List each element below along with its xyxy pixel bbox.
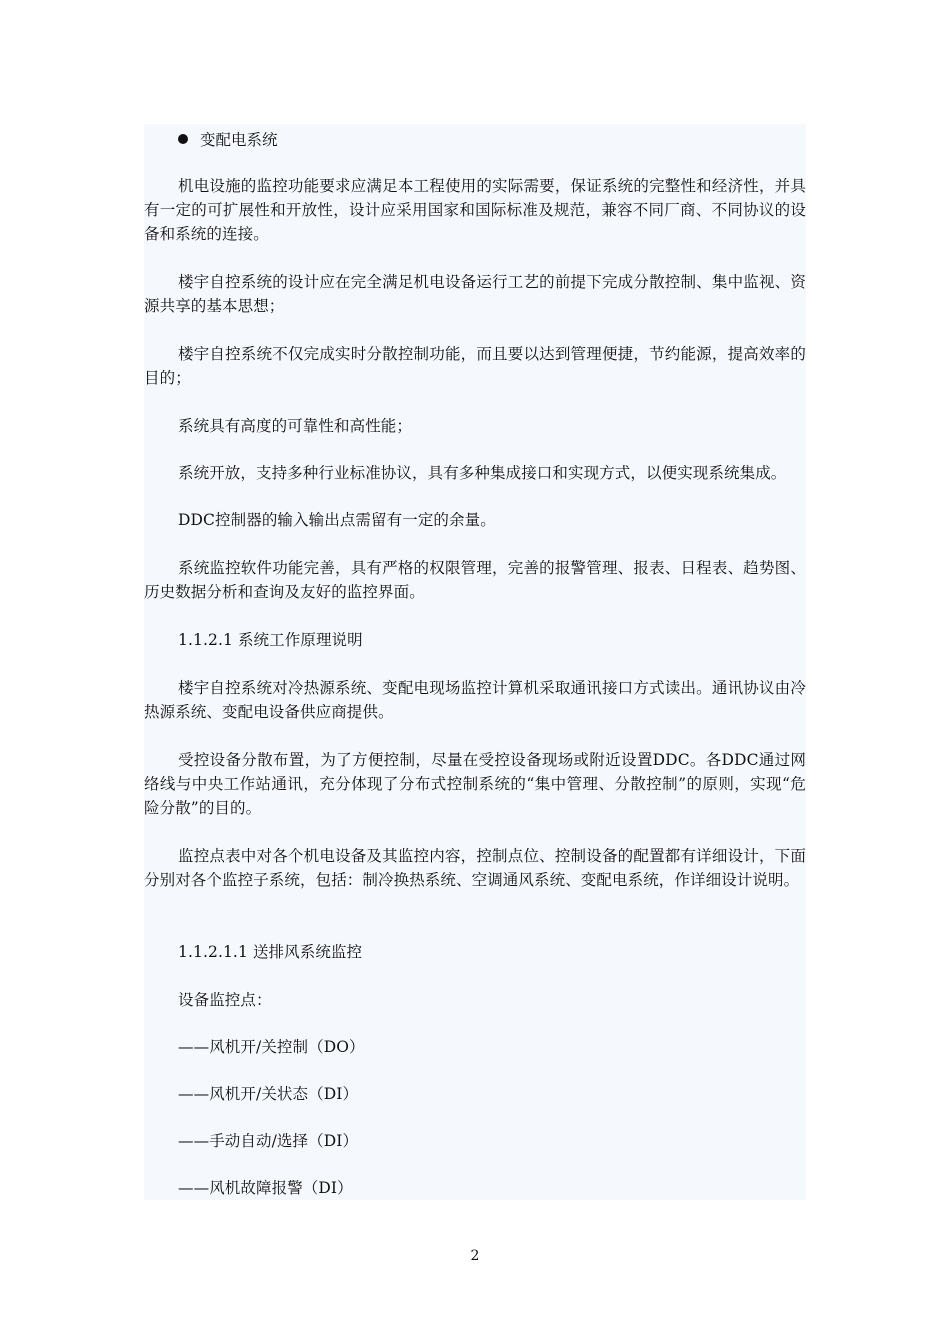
list-item-fan-status: ——风机开/关状态（DI） [178,1085,359,1103]
paragraph-reliability: 系统具有高度的可靠性和高性能； [178,417,413,435]
list-item-fan-control: ——风机开/关控制（DO） [178,1038,365,1056]
paragraph-distributed-control: 受控设备分散布置，为了方便控制，尽量在受控设备现场或附近设置DDC。各DDC通过网络线与中央工作站通讯，充分体现了分布式控制系统的“集中管理、分散控制”的原则，实现“危险分散”的目的。 [144,751,806,817]
list-item-fan-fault: ——风机故障报警（DI） [178,1179,353,1197]
section-heading-text: 变配电系统 [200,131,278,149]
list-item-manual-auto: ——手动自动/选择（DI） [178,1132,359,1150]
paragraph-ddc-margin: DDC控制器的输入输出点需留有一定的余量。 [178,511,496,529]
paragraph-openness: 系统开放，支持多种行业标准协议，具有多种集成接口和实现方式，以便实现系统集成。 [178,464,787,482]
paragraph-monitoring-table: 监控点表中对各个机电设备及其监控内容，控制点位、控制设备的配置都有详细设计，下面分别对各个监控子系统，包括：制冷换热系统、空调通风系统、变配电系统，作详细设计说明。 [144,847,806,889]
paragraph-software: 系统监控软件功能完善，具有严格的权限管理，完善的报警管理、报表、日程表、趋势图、历史数据分析和查询及友好的监控界面。 [144,559,806,601]
paragraph-design-principle: 楼宇自控系统的设计应在完全满足机电设备运行工艺的前提下完成分散控制、集中监视、资源共享的基本思想； [144,273,806,315]
paragraph-monitoring-points: 设备监控点： [178,991,272,1009]
paragraph-communication: 楼宇自控系统对冷热源系统、变配电现场监控计算机采取通讯接口方式读出。通讯协议由冷热源系统、变配电设备供应商提供。 [144,679,806,721]
paragraph-efficiency: 楼宇自控系统不仅完成实时分散控制功能，而且要以达到管理便捷，节约能源，提高效率的目的； [144,345,806,387]
document-body [144,124,806,1200]
section-heading [178,128,278,152]
subsection-heading-ventilation: 1.1.2.1.1 送排风系统监控 [178,943,363,961]
paragraph-requirements: 机电设施的监控功能要求应满足本工程使用的实际需要，保证系统的完整性和经济性，并具有一定的可扩展性和开放性，设计应采用国家和国际标准及规范，兼容不同厂商、不同协议的设备和系统的连接。 [144,177,806,243]
page-number: 2 [470,1248,480,1264]
bullet-icon [178,134,188,144]
subsection-heading-principle: 1.1.2.1 系统工作原理说明 [178,631,363,649]
